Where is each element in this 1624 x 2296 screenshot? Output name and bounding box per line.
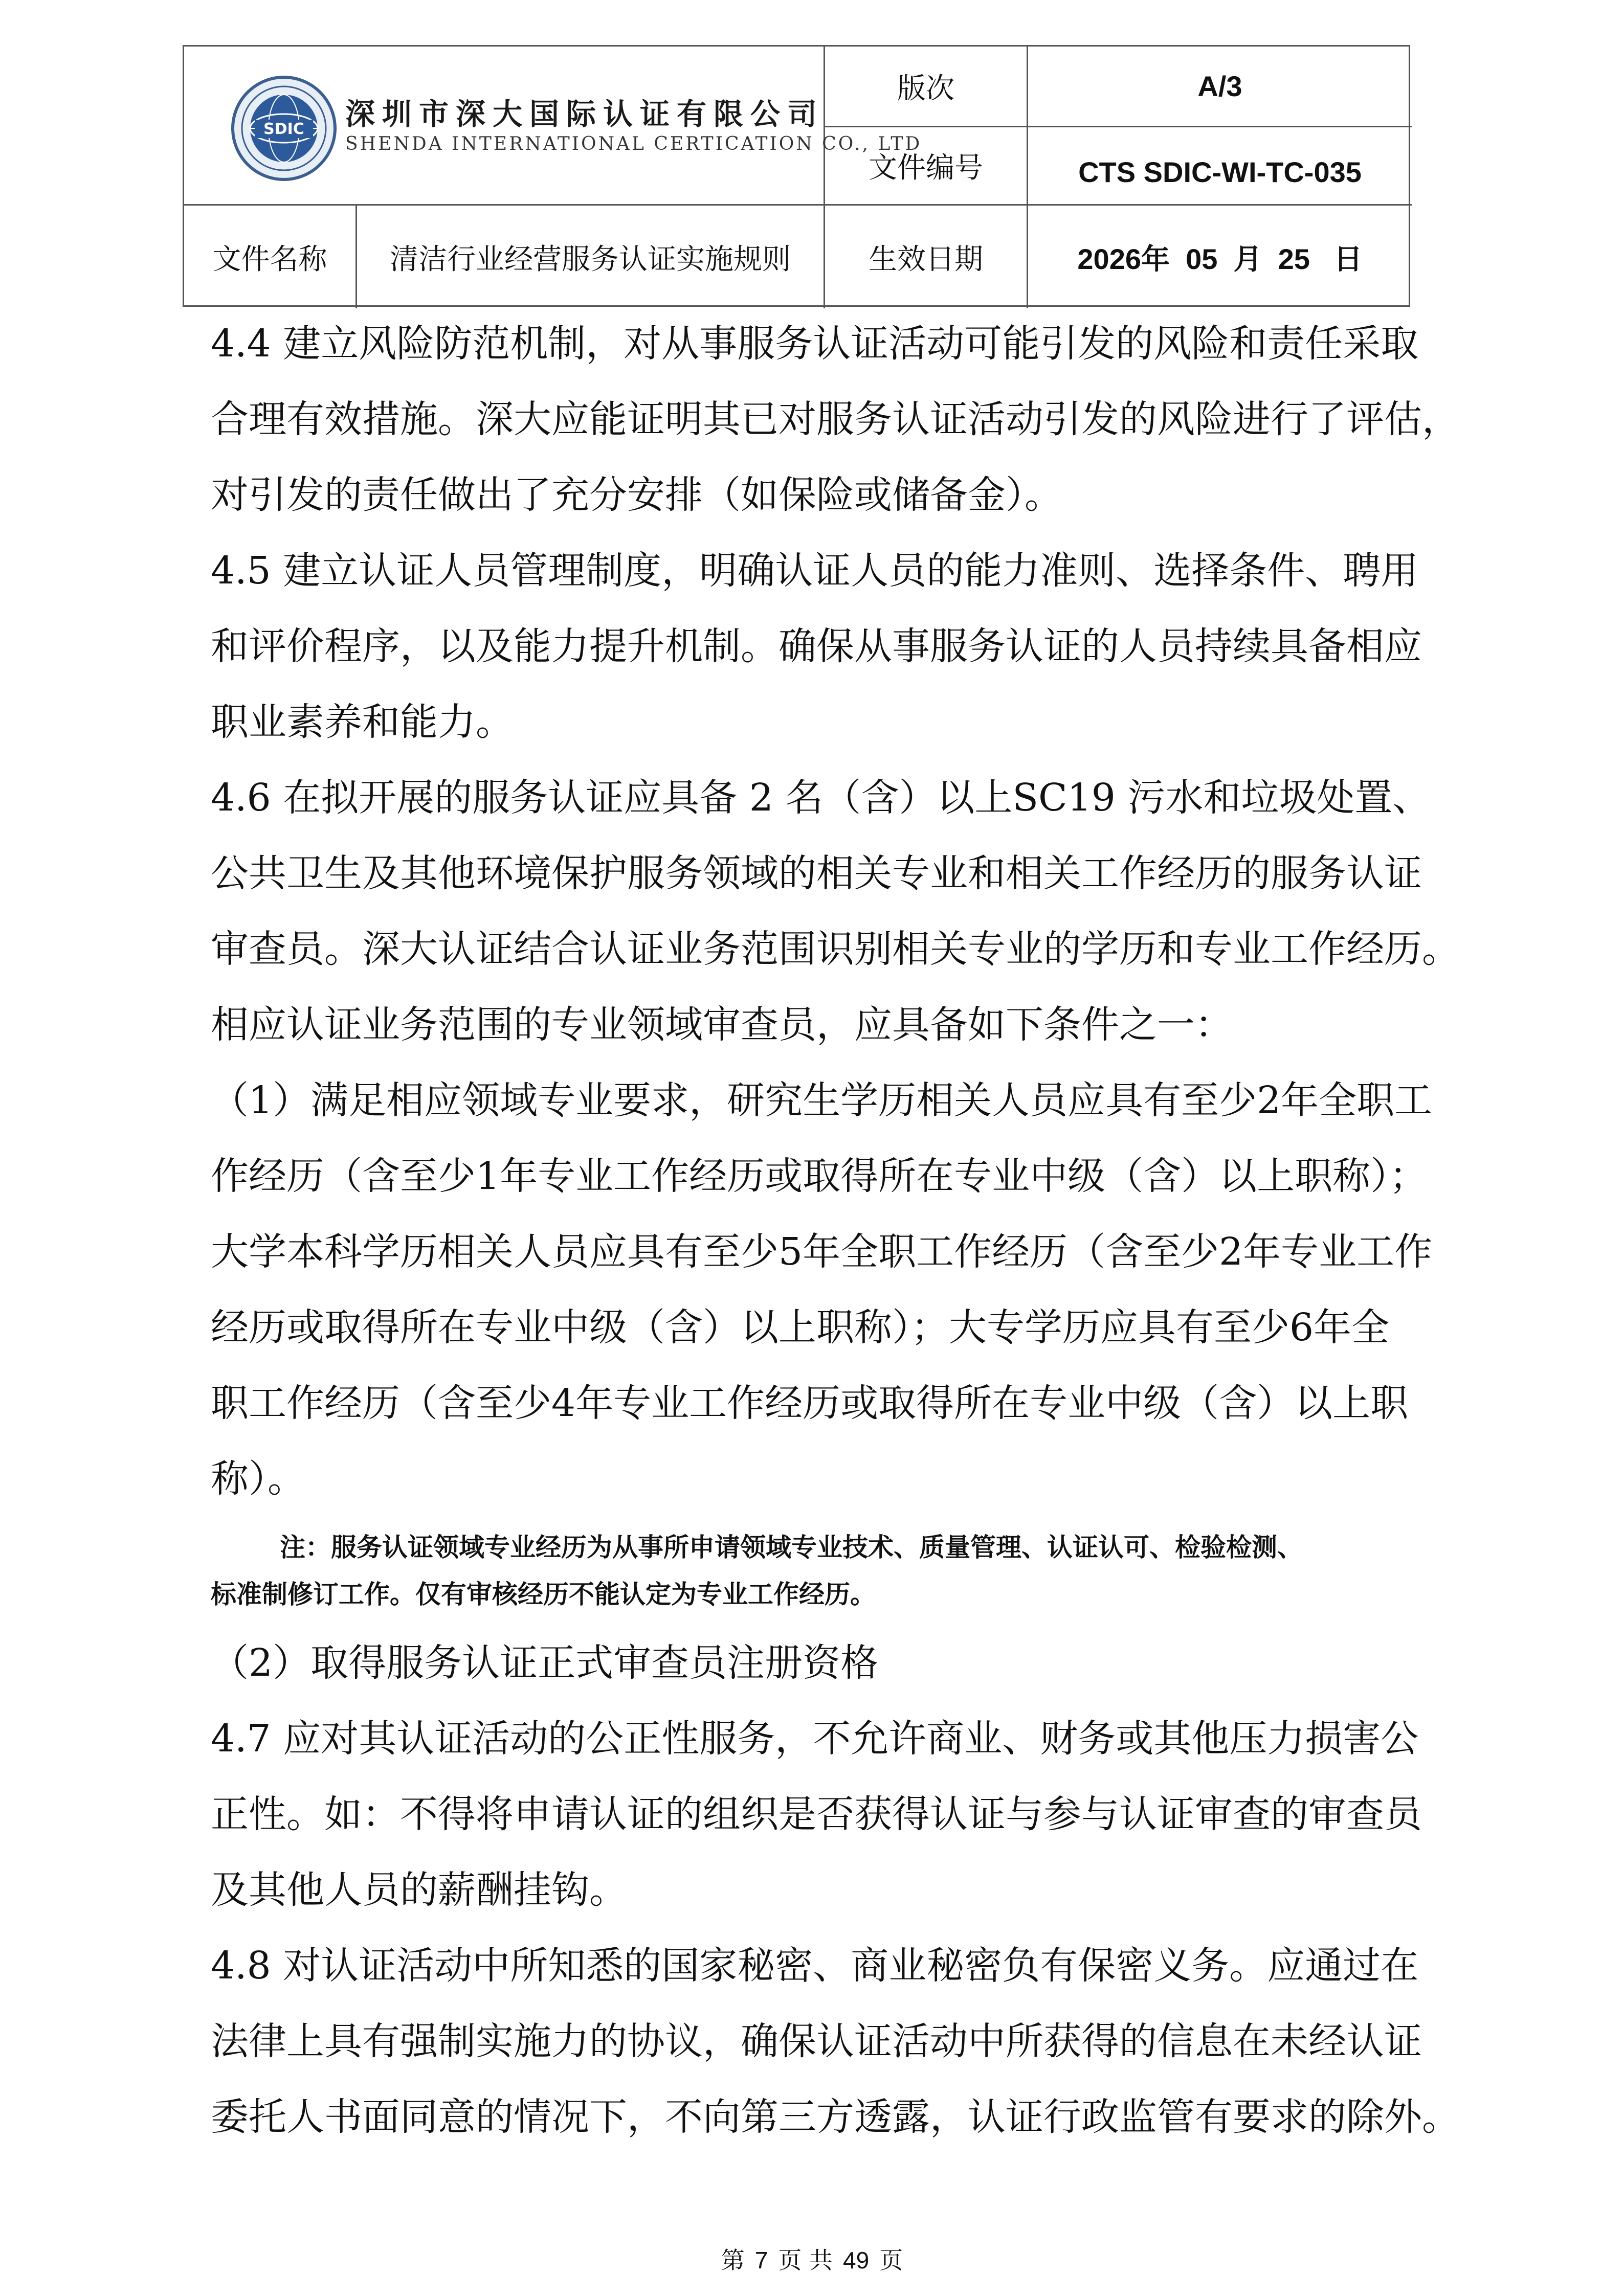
document-header-table xyxy=(183,45,1410,307)
body-line: 公共卫生及其他环境保护服务领域的相关专业和相关工作经历的服务认证 xyxy=(211,851,1422,895)
page-prefix: 第 xyxy=(721,2246,745,2274)
note-line: 标准制修订工作。仅有审核经历不能认定为专业工作经历。 xyxy=(211,1580,876,1609)
page-total: 49 xyxy=(843,2247,870,2274)
page-footer xyxy=(0,2242,1624,2276)
body-line: （1）满足相应领域专业要求，研究生学历相关人员应具有至少2年全职工 xyxy=(211,1078,1433,1122)
body-line: 职工作经历（含至少4年专业工作经历或取得所在专业中级（含）以上职 xyxy=(211,1381,1409,1425)
body-line: 正性。如：不得将申请认证的组织是否获得认证与参与认证审查的审查员 xyxy=(211,1792,1422,1836)
version-label: 版次 xyxy=(897,72,954,105)
document-number-value: CTS SDIC-WI-TC-035 xyxy=(1078,155,1362,188)
company-name-en: SHENDA INTERNATIONAL CERTICATION CO., LTD xyxy=(345,133,922,154)
body-line: 法律上具有强制实施力的协议，确保认证活动中所获得的信息在未经认证 xyxy=(211,2019,1422,2063)
body-line: 合理有效措施。深大应能证明其已对服务认证活动引发的风险进行了评估， xyxy=(211,397,1460,441)
document-name-label: 文件名称 xyxy=(212,242,327,276)
effective-date-value: 2026年 05 月 25 日 xyxy=(1077,242,1363,275)
body-line: 4.5 建立认证人员管理制度，明确认证人员的能力准则、选择条件、聘用 xyxy=(211,549,1419,593)
body-line: 作经历（含至少1年专业工作经历或取得所在专业中级（含）以上职称）； xyxy=(211,1154,1428,1198)
company-logo-block xyxy=(230,75,922,192)
logo-text: SDIC xyxy=(263,120,304,138)
body-line: 和评价程序，以及能力提升机制。确保从事服务认证的人员持续具备相应 xyxy=(211,624,1422,668)
effective-date-label: 生效日期 xyxy=(869,242,983,276)
body-line: 对引发的责任做出了充分安排（如保险或储备金）。 xyxy=(211,473,1062,517)
company-seal-icon xyxy=(230,75,338,182)
note-line: 注：服务认证领域专业经历为从事所申请领域专业技术、质量管理、认证认可、检验检测、 xyxy=(280,1533,1303,1562)
page-mid: 页 共 xyxy=(778,2246,833,2274)
body-line: 4.7 应对其认证活动的公正性服务，不允许商业、财务或其他压力损害公 xyxy=(211,1717,1419,1761)
body-line: （2）取得服务认证正式审查员注册资格 xyxy=(211,1641,879,1685)
body-line: 大学本科学历相关人员应具有至少5年全职工作经历（含至少2年专业工作 xyxy=(211,1230,1433,1274)
page-suffix: 页 xyxy=(879,2246,903,2274)
version-value: A/3 xyxy=(1197,70,1242,102)
page-current: 7 xyxy=(754,2247,768,2274)
document-number-label: 文件编号 xyxy=(869,151,983,185)
body-line: 称）。 xyxy=(211,1457,305,1501)
document-name-value: 清洁行业经营服务认证实施规则 xyxy=(390,242,791,276)
body-line: 审查员。深大认证结合认证业务范围识别相关专业的学历和专业工作经历。 xyxy=(211,927,1460,971)
company-name-cn: 深圳市深大国际认证有限公司 xyxy=(345,97,825,131)
body-line: 及其他人员的薪酬挂钩。 xyxy=(211,1868,627,1912)
body-line: 4.6 在拟开展的服务认证应具备 2 名（含）以上SC19 污水和垃圾处置、 xyxy=(211,776,1431,820)
body-line: 职业素养和能力。 xyxy=(211,700,514,744)
body-line: 4.8 对认证活动中所知悉的国家秘密、商业秘密负有保密义务。应通过在 xyxy=(211,1944,1419,1988)
body-line: 经历或取得所在专业中级（含）以上职称）；大专学历应具有至少6年全 xyxy=(211,1305,1390,1349)
body-line: 相应认证业务范围的专业领域审查员，应具备如下条件之一： xyxy=(211,1003,1233,1047)
body-line: 委托人书面同意的情况下，不向第三方透露，认证行政监管有要求的除外。 xyxy=(211,2095,1460,2139)
document-body xyxy=(211,306,1469,2155)
body-line: 4.4 建立风险防范机制，对从事服务认证活动可能引发的风险和责任采取 xyxy=(211,322,1419,366)
